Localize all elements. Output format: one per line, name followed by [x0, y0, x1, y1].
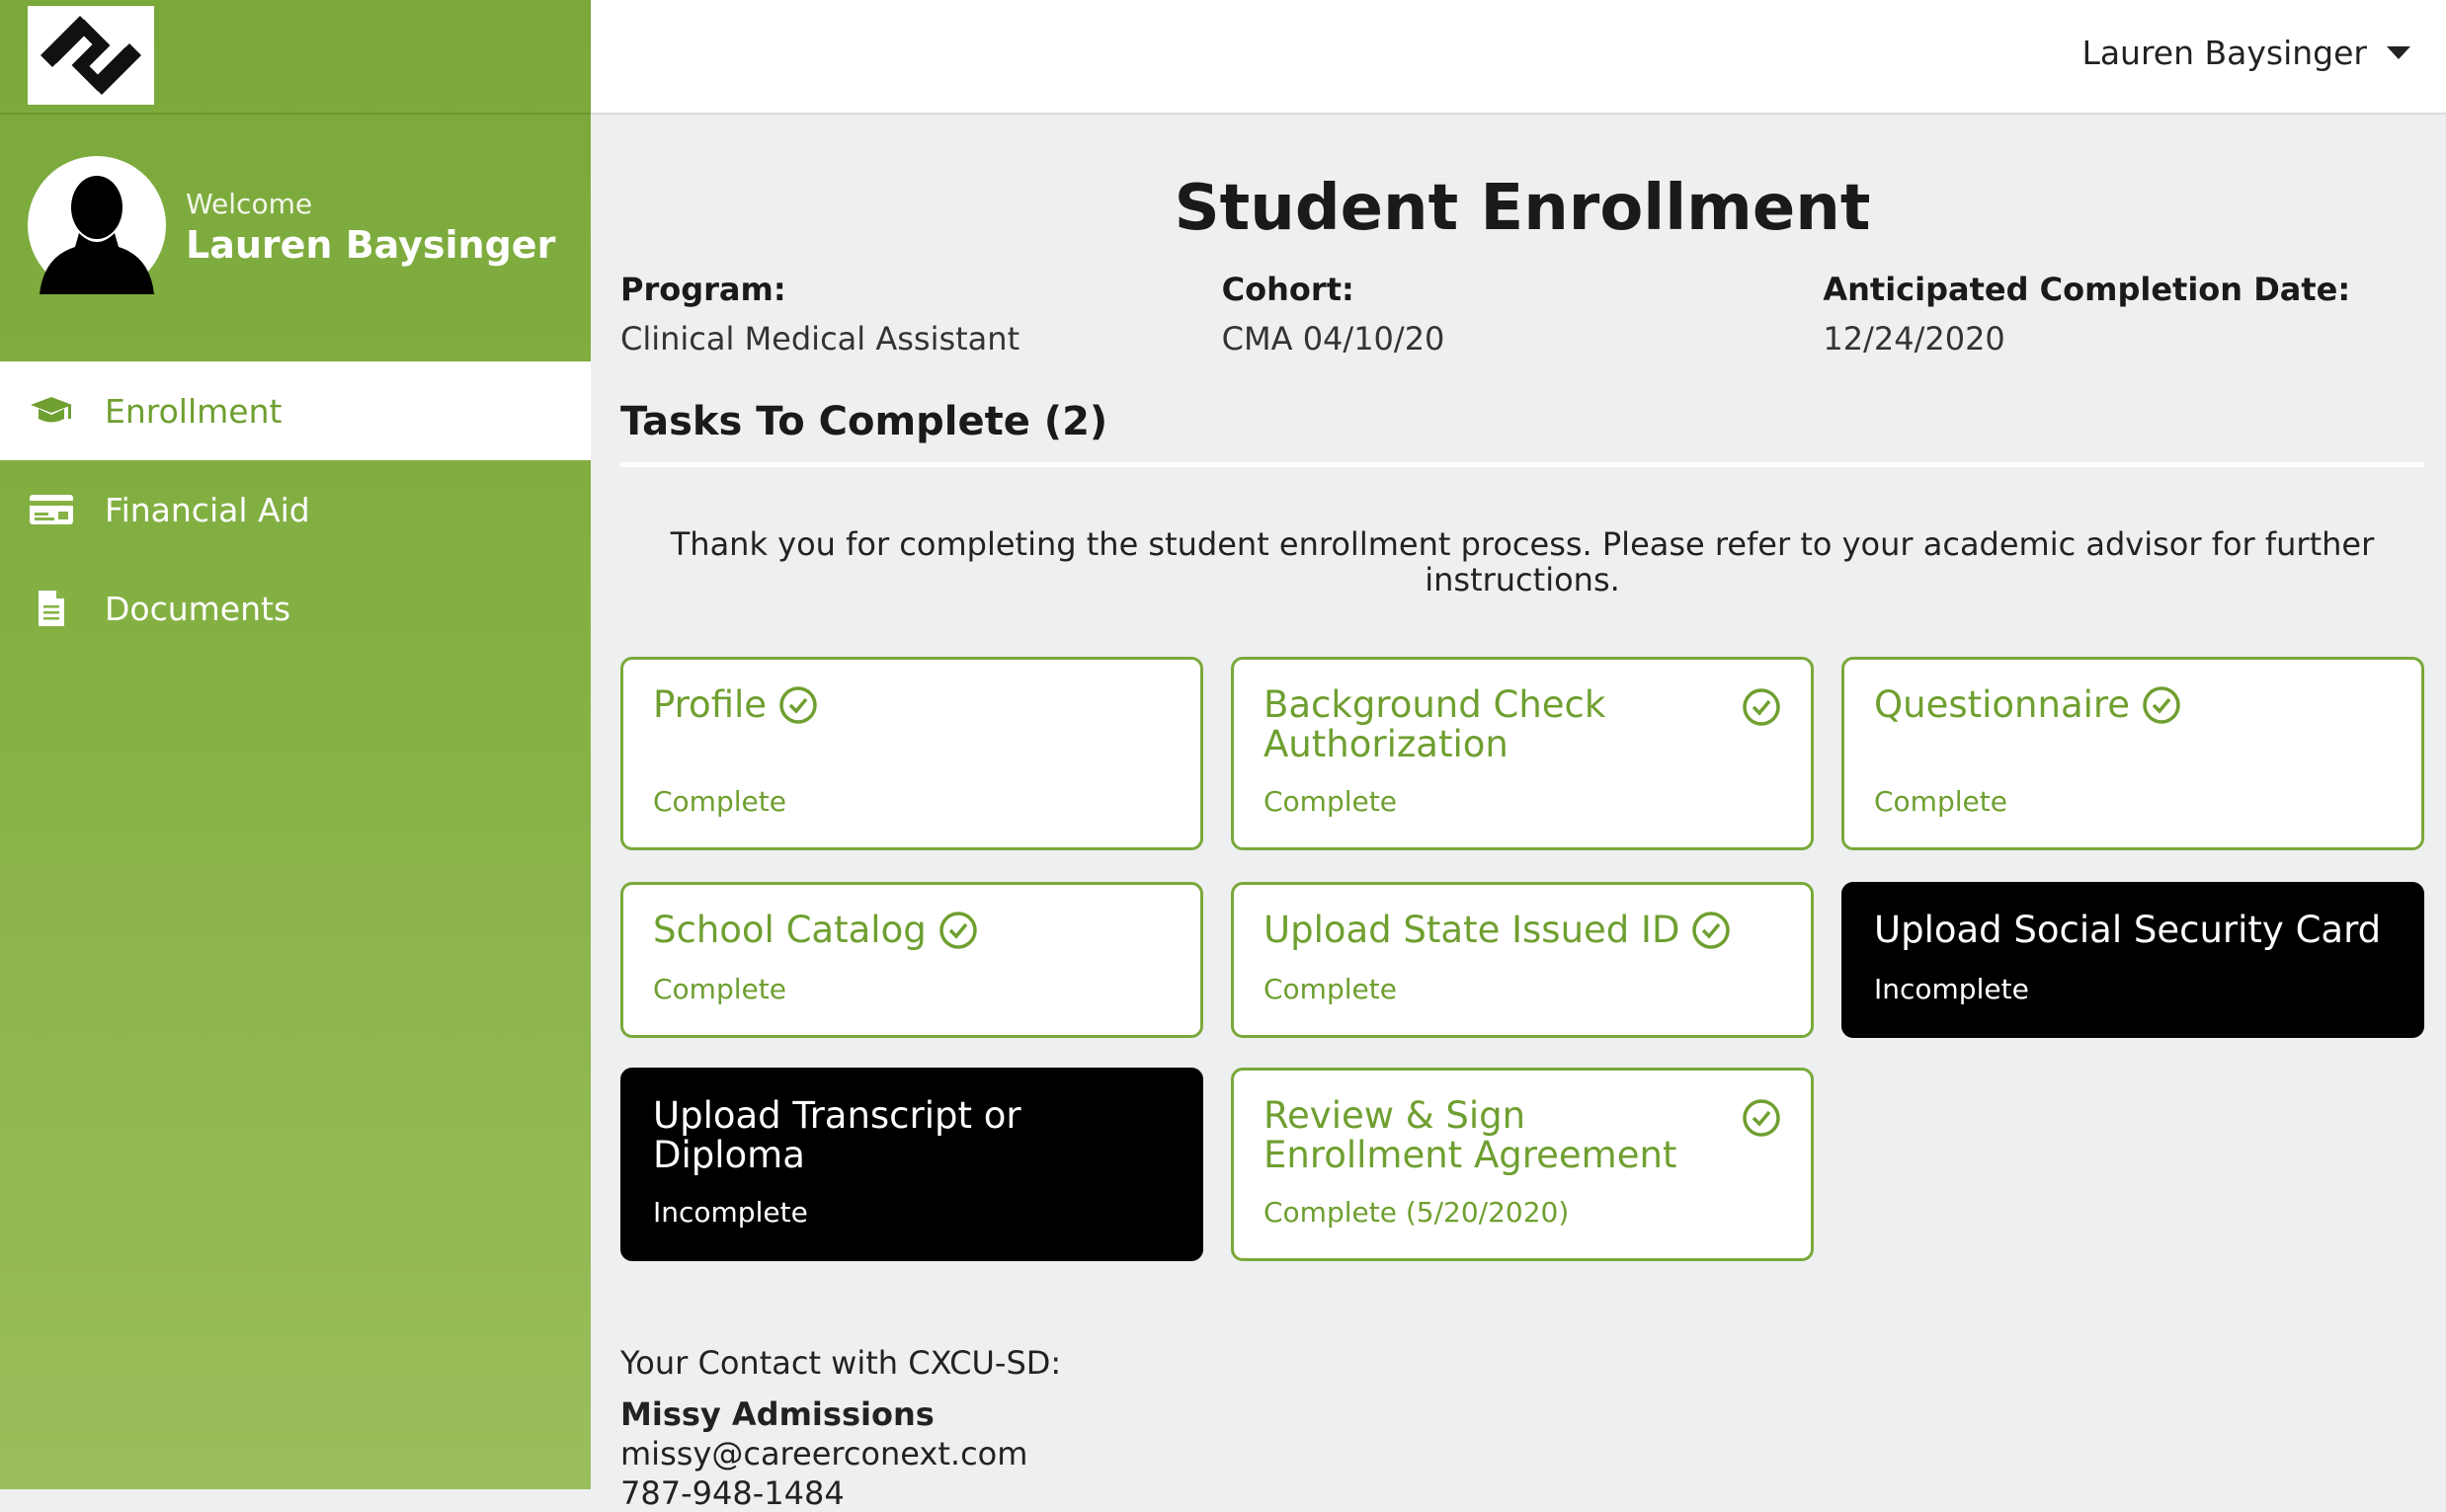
- completion-label: Anticipated Completion Date:: [1823, 271, 2351, 308]
- sidebar-item-documents[interactable]: [0, 559, 591, 658]
- task-title-wrap: [1264, 911, 1781, 950]
- task-title-wrap: [653, 911, 1171, 950]
- task-title-wrap: [1874, 911, 2392, 950]
- task-status: Complete: [653, 973, 786, 1005]
- task-card-transcript[interactable]: [620, 1068, 1203, 1261]
- task-title: Background Check Authorization: [1264, 683, 1606, 765]
- credit-card-icon: [28, 490, 75, 529]
- profile-section: [0, 115, 591, 361]
- task-status: Complete: [1874, 785, 2007, 818]
- task-title-wrap: [653, 1096, 1171, 1175]
- cohort-value: CMA 04/10/20: [1221, 320, 1445, 358]
- program-label: Program:: [620, 271, 786, 308]
- sidebar-item-label: Financial Aid: [105, 490, 310, 529]
- cohort-label: Cohort:: [1221, 271, 1354, 308]
- task-title: Questionnaire: [1874, 683, 2131, 726]
- task-title: Upload Social Security Card: [1874, 909, 2382, 951]
- tasks-title: Tasks To Complete (2): [620, 399, 1108, 444]
- document-icon: [28, 589, 75, 628]
- user-menu[interactable]: [2081, 34, 2410, 72]
- check-circle-icon: [938, 911, 978, 950]
- graduation-cap-icon: [28, 391, 75, 431]
- enrollment-info: [620, 271, 2424, 358]
- completion-info: [1823, 271, 2424, 358]
- cohort-info: [1222, 271, 1824, 358]
- completion-message: Thank you for completing the student enrollment process. Please refer to your academic advisor for further instructions.: [670, 525, 2375, 598]
- contact-label: Your Contact with CXCU-SD:: [620, 1344, 1062, 1382]
- task-cards: [620, 657, 2424, 1289]
- check-circle-icon: [778, 685, 818, 725]
- sidebar-item-financial-aid[interactable]: [0, 460, 591, 559]
- sidebar-item-label: Enrollment: [105, 391, 283, 431]
- sidebar-nav: [0, 361, 591, 658]
- task-card-questionnaire[interactable]: [1841, 657, 2424, 850]
- task-title-wrap: [1264, 685, 1781, 764]
- task-title: Review & Sign Enrollment Agreement: [1264, 1094, 1677, 1176]
- sidebar-item-label: Documents: [105, 589, 291, 628]
- sidebar-item-enrollment[interactable]: [0, 361, 591, 460]
- chevron-down-icon: [2387, 46, 2410, 59]
- task-title: Upload State Issued ID: [1264, 909, 1680, 951]
- task-status: Incomplete: [1874, 973, 2029, 1005]
- divider: [620, 462, 2424, 467]
- completion-value: 12/24/2020: [1823, 320, 2005, 358]
- task-card-state-id[interactable]: [1231, 882, 1814, 1038]
- contact-phone[interactable]: 787-948-1484: [620, 1474, 845, 1512]
- avatar[interactable]: [28, 156, 166, 294]
- welcome-user-name: Lauren Baysinger: [186, 223, 556, 267]
- task-status: Complete (5/20/2020): [1264, 1196, 1570, 1229]
- program-value: Clinical Medical Assistant: [620, 320, 1020, 358]
- task-title-wrap: [653, 685, 1171, 725]
- task-title-wrap: [1264, 1096, 1781, 1175]
- task-card-background-check[interactable]: [1231, 657, 1814, 850]
- check-circle-icon: [2142, 685, 2181, 725]
- contact-name: Missy Admissions: [620, 1395, 935, 1433]
- page-title: Student Enrollment: [1174, 172, 1871, 245]
- welcome-label: Welcome: [186, 188, 313, 220]
- check-circle-icon: [1691, 911, 1731, 950]
- check-circle-icon: [1742, 1098, 1781, 1138]
- top-bar: [591, 0, 2446, 115]
- task-card-social-security[interactable]: [1841, 882, 2424, 1038]
- task-status: Complete: [1264, 785, 1397, 818]
- task-title: Profile: [653, 683, 768, 726]
- task-card-school-catalog[interactable]: [620, 882, 1203, 1038]
- task-card-profile[interactable]: [620, 657, 1203, 850]
- sidebar: [0, 0, 591, 1489]
- user-menu-name: Lauren Baysinger: [2081, 34, 2367, 72]
- task-status: Complete: [1264, 973, 1397, 1005]
- check-circle-icon: [1742, 687, 1781, 727]
- contact-section: [620, 1344, 2424, 1512]
- task-status: Complete: [653, 785, 786, 818]
- logo-icon: [33, 8, 149, 103]
- task-card-enrollment-agreement[interactable]: [1231, 1068, 1814, 1261]
- logo-bar: [0, 0, 591, 115]
- user-silhouette-icon: [28, 156, 166, 294]
- task-title-wrap: [1874, 685, 2392, 725]
- main-content: [620, 115, 2424, 1512]
- task-status: Incomplete: [653, 1196, 808, 1229]
- program-info: [620, 271, 1222, 358]
- logo[interactable]: [28, 6, 154, 105]
- contact-email[interactable]: missy@careerconext.com: [620, 1435, 1028, 1472]
- task-title: School Catalog: [653, 909, 927, 951]
- task-title: Upload Transcript or Diploma: [653, 1094, 1021, 1176]
